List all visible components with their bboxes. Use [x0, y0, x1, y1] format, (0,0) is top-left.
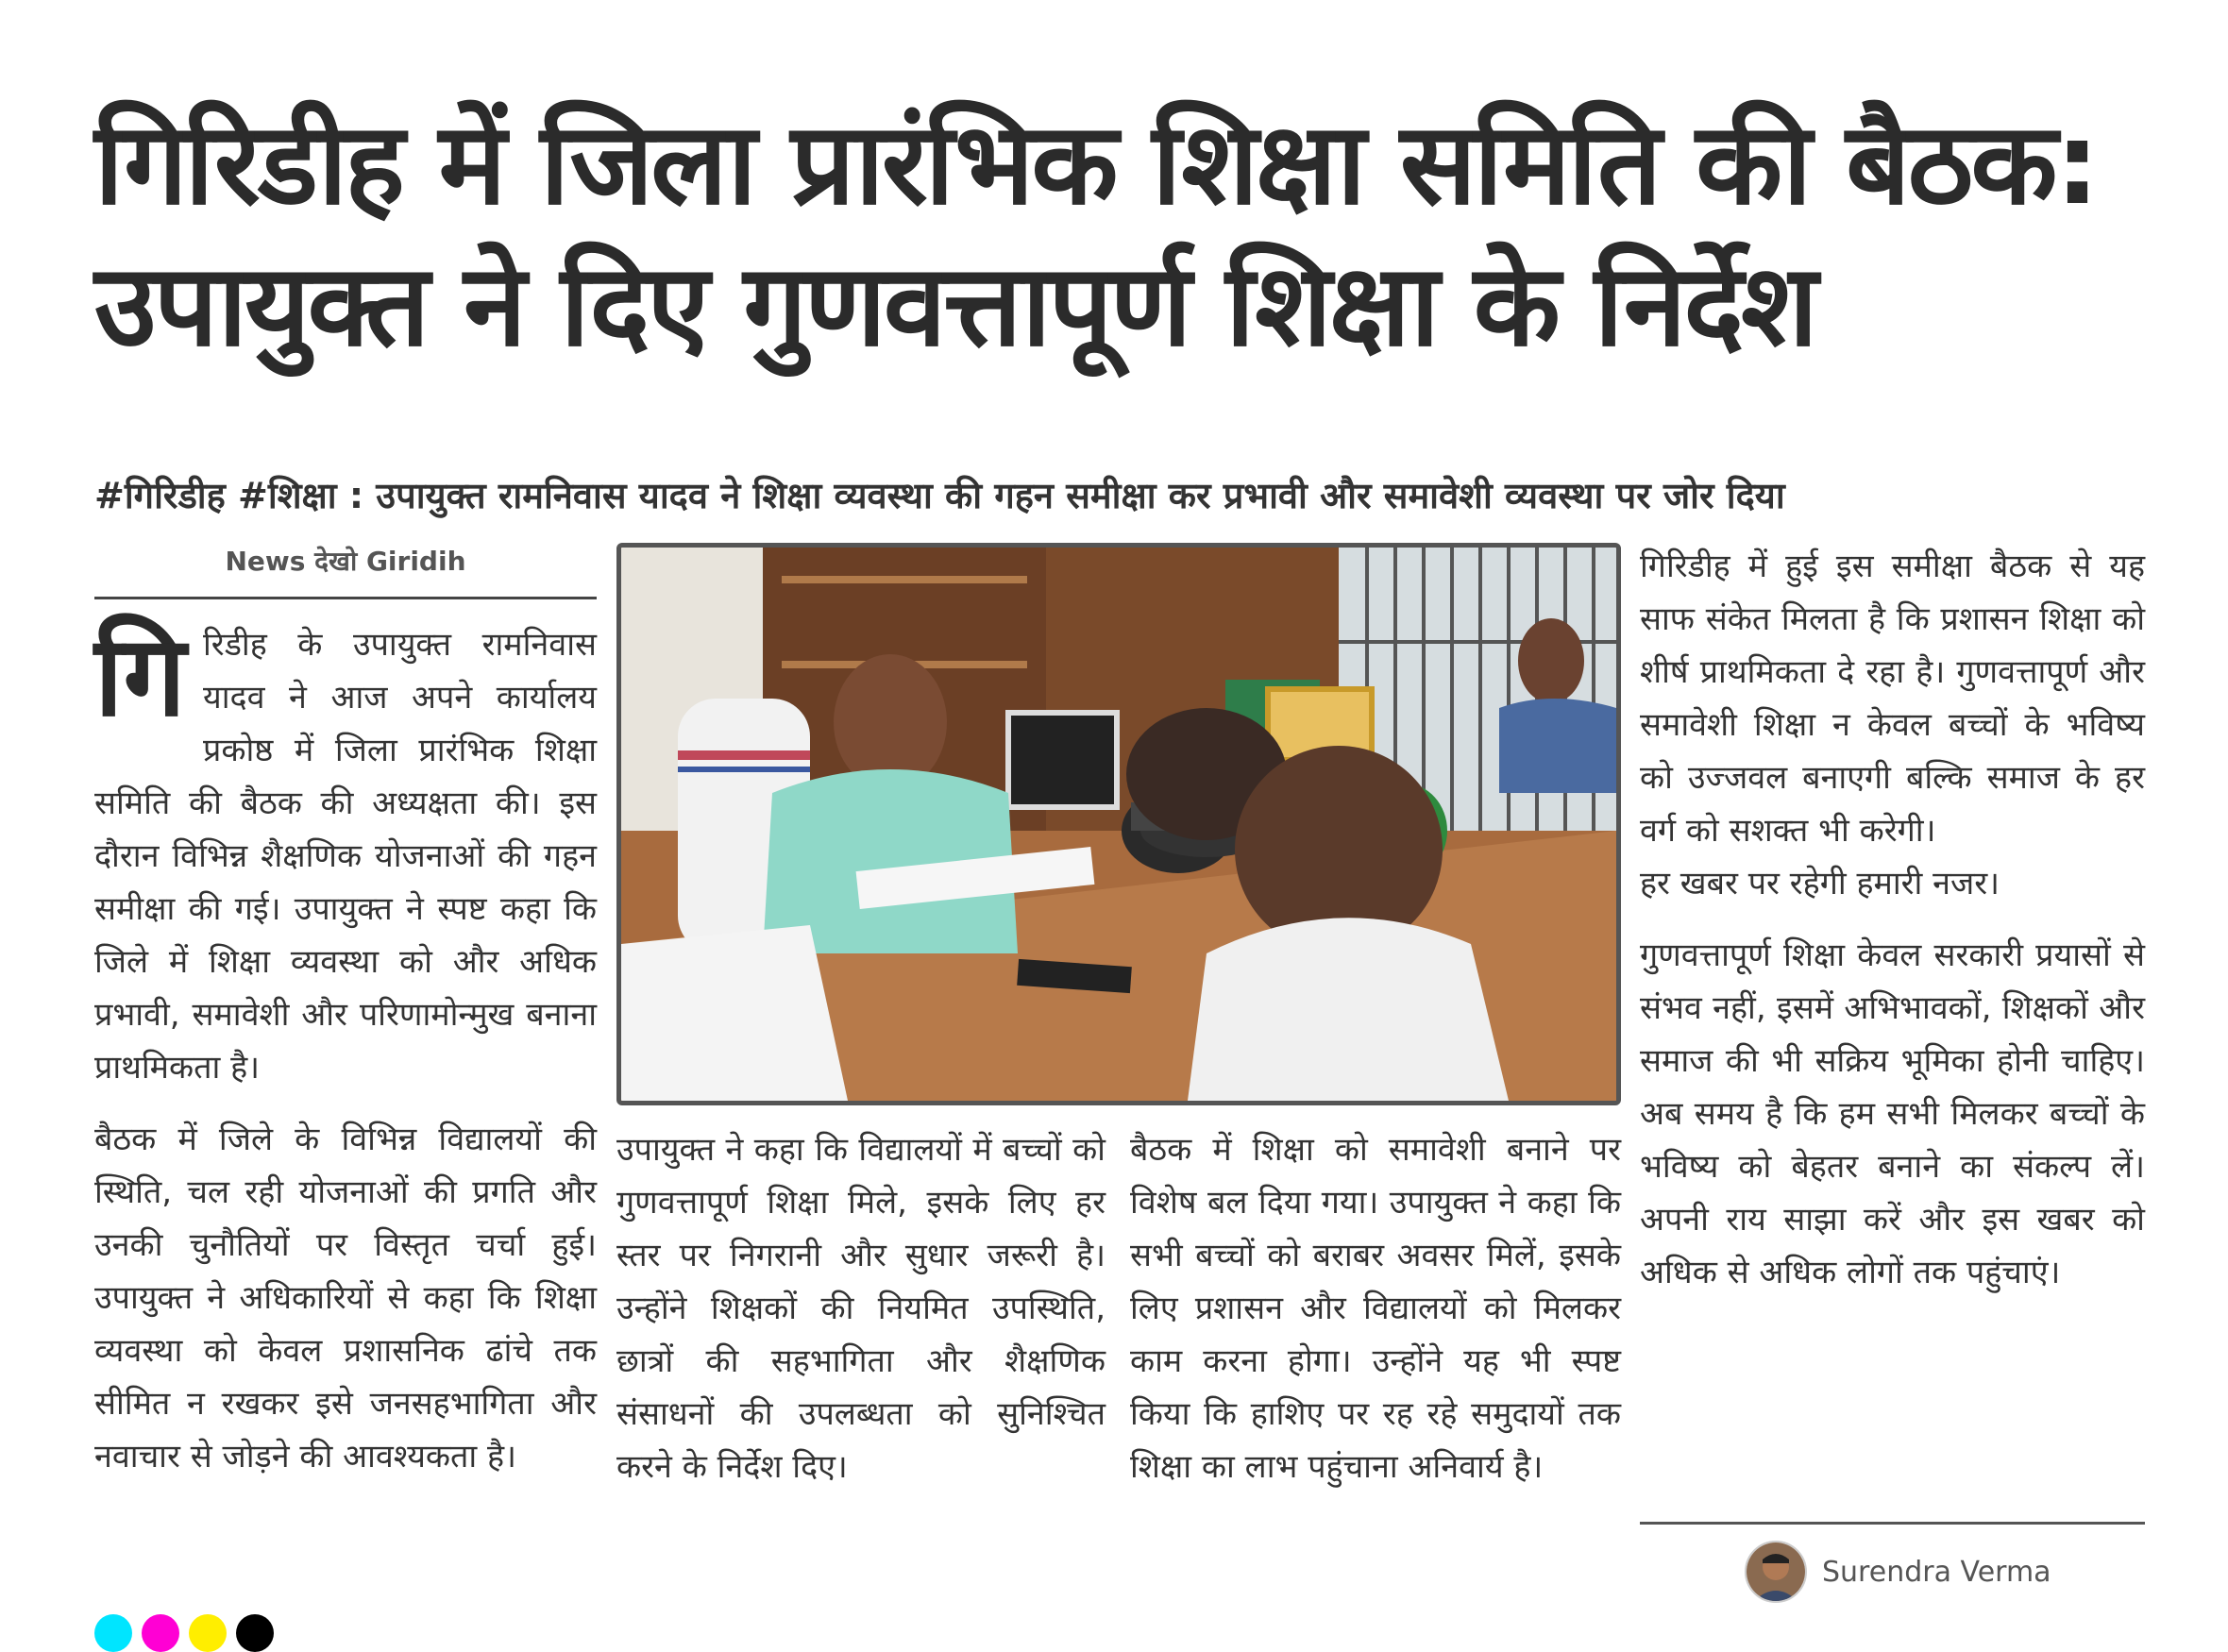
headline-line-1: गिरिडीह में जिला प्रारंभिक शिक्षा समिति की बैठक: [94, 99, 2098, 230]
article-column-3 [1130, 1123, 1621, 1512]
paragraph-4: बैठक में शिक्षा को समावेशी बनाने पर विशेष बल दिया गया। उपायुक्त ने कहा कि सभी बच्चों को बराबर अवसर मिलें, इसके लिए प्रशासन और विद्यालयों को मिलकर काम करना होगा। उन्होंने यह भी स्पष्ट किया कि हाशिए पर रह रहे समुदायों तक शिक्षा का लाभ पहुंचाना अनिवार्य है। [1130, 1131, 1621, 1486]
meeting-photo [616, 543, 1621, 1105]
article-column-4 [1640, 540, 2145, 1318]
yellow-mark [189, 1614, 227, 1652]
paragraph-6: गुणवत्तापूर्ण शिक्षा केवल सरकारी प्रयासों से संभव नहीं, इसमें अभिभावकों, शिक्षकों और समाज की भी सक्रिय भूमिका होनी चाहिए। अब समय है कि हम सभी मिलकर बच्चों के भविष्य को बेहतर बनाने का संकल्प लें। अपनी राय साझा करें और इस खबर को अधिक से अधिक लोगों तक पहुंचाएं। [1640, 936, 2145, 1291]
byline-divider [94, 597, 597, 599]
tagline: हर खबर पर रहेगी हमारी नजर। [1640, 865, 2000, 902]
drop-cap: गि [94, 611, 186, 741]
cyan-mark [94, 1614, 132, 1652]
headline [94, 94, 2171, 378]
subheadline: #गिरिडीह #शिक्षा : उपायुक्त रामनिवास यादव ने शिक्षा व्यवस्था की गहन समीक्षा कर प्रभावी और समावेशी व्यवस्था पर जोर दिया [94, 475, 1785, 516]
author-divider [1640, 1522, 2145, 1525]
byline: News देखो Giridih [225, 546, 466, 577]
avatar [1745, 1541, 1807, 1603]
paragraph-1-text: रिडीह के उपायुक्त रामनिवास यादव ने आज अपने कार्यालय प्रकोष्ठ में जिला प्रारंभिक शिक्षा समिति की बैठक की अध्यक्षता की। इस दौरान विभिन्न शैक्षणिक योजनाओं की गहन समीक्षा की गई। उपायुक्त ने स्पष्ट कहा कि जिले में शिक्षा व्यवस्था को और अधिक प्रभावी, समावेशी और परिणामोन्मुख बनाना प्राथमिकता है। [94, 626, 597, 1087]
author-block [1745, 1541, 2051, 1603]
article-column-2 [616, 1123, 1106, 1512]
article-column-1 [94, 611, 597, 1502]
headline-line-2: उपायुक्त ने दिए गुणवत्तापूर्ण शिक्षा के निर्देश [94, 241, 1815, 372]
paragraph-1 [94, 611, 597, 1094]
paragraph-5: गिरिडीह में हुई इस समीक्षा बैठक से यह साफ संकेत मिलता है कि प्रशासन शिक्षा को शीर्ष प्राथमिकता दे रहा है। गुणवत्तापूर्ण और समावेशी शिक्षा न केवल बच्चों के भविष्य को उज्जवल बनाएगी बल्कि समाज के हर वर्ग को सशक्त भी करेगी। [1640, 548, 2145, 850]
black-mark [236, 1614, 274, 1652]
magenta-mark [142, 1614, 179, 1652]
author-name: Surendra Verma [1822, 1555, 2051, 1589]
print-color-marks [94, 1614, 274, 1652]
paragraph-3: उपायुक्त ने कहा कि विद्यालयों में बच्चों को गुणवत्तापूर्ण शिक्षा मिले, इसके लिए हर स्तर पर निगरानी और सुधार जरूरी है। उन्होंने शिक्षकों की नियमित उपस्थिति, छात्रों की सहभागिता और शैक्षणिक संसाधनों की उपलब्धता को सुनिश्चित करने के निर्देश दिए। [616, 1131, 1106, 1486]
paragraph-2: बैठक में जिले के विभिन्न विद्यालयों की स्थिति, चल रही योजनाओं की प्रगति और उनकी चुनौतियों पर विस्तृत चर्चा हुई। उपायुक्त ने अधिकारियों से कहा कि शिक्षा व्यवस्था को केवल प्रशासनिक ढांचे तक सीमित न रखकर इसे जनसहभागिता और नवाचार से जोड़ने की आवश्यकता है। [94, 1121, 597, 1475]
